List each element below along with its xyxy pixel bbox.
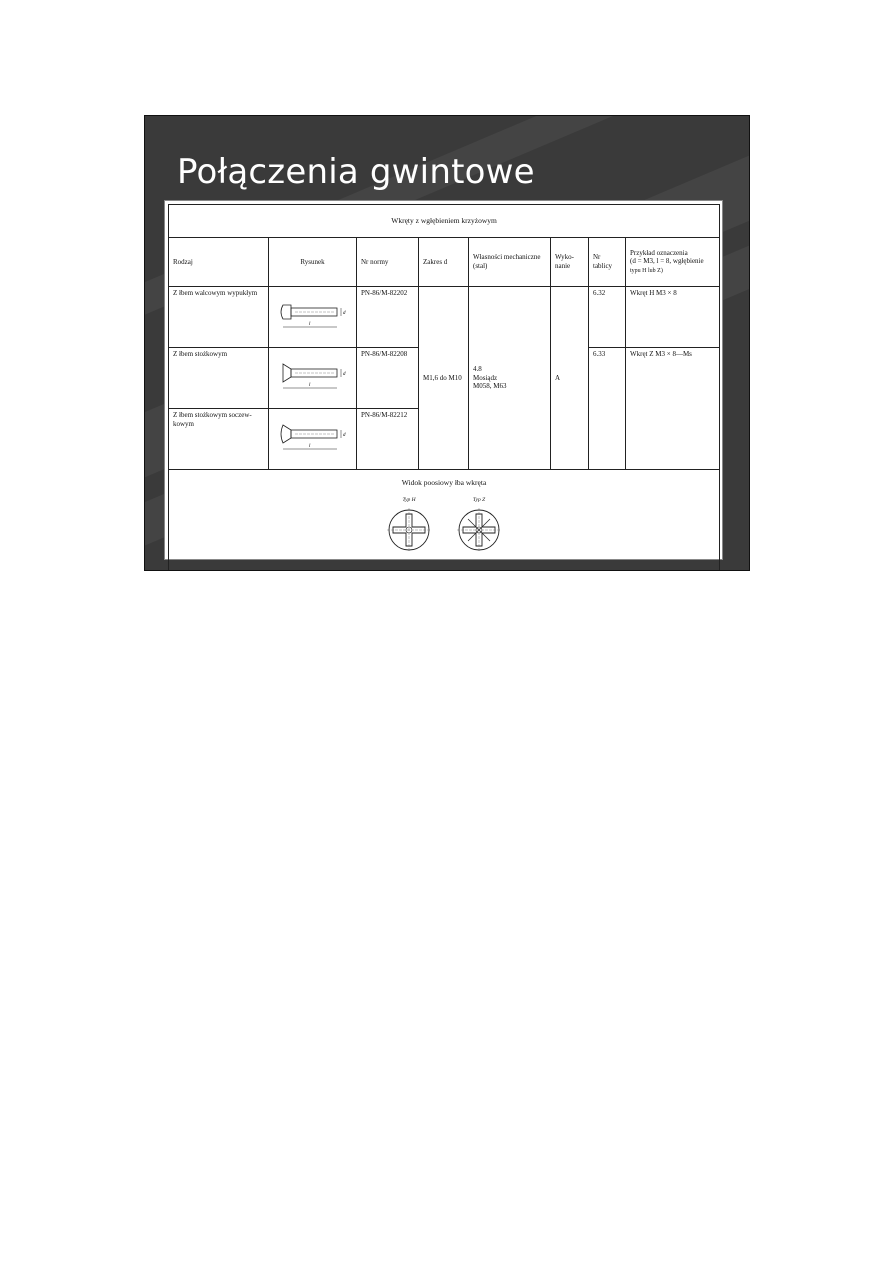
axial-view-cell <box>169 470 720 571</box>
header-zakres: Zakres d <box>419 238 469 287</box>
axial-view-label: Widok poosiowy łba wkręta <box>401 478 487 487</box>
wykonanie-value: A <box>551 287 589 470</box>
row-drawing <box>269 287 357 348</box>
row-nr-tablicy: 6.32 <box>589 287 626 348</box>
row-rodzaj: Z łbem walcowym wypukłym <box>169 287 269 348</box>
row-rodzaj: Z łbem stożkowym <box>169 348 269 409</box>
slide <box>144 115 750 571</box>
table-caption: Wkręty z wgłębieniem krzyżowym <box>169 205 720 238</box>
countersunk-screw-drawing-icon <box>277 358 349 394</box>
svg-text:l: l <box>308 444 310 449</box>
scanned-table-image <box>164 200 723 560</box>
svg-text:l: l <box>308 322 310 327</box>
header-nr-normy: Nr normy <box>357 238 419 287</box>
wlasnosci-line1: 4.8 <box>473 364 482 373</box>
zakres-value: M1,6 do M10 <box>419 287 469 470</box>
header-rysunek: Rysunek <box>269 238 357 287</box>
row-przyklad: Wkręt H M3 × 8 <box>626 287 720 348</box>
type-h-view <box>385 497 433 554</box>
header-wlasnosci: Własności mechaniczne (stal) <box>469 238 551 287</box>
svg-text:l: l <box>308 383 310 388</box>
row-drawing <box>269 348 357 409</box>
header-wykonanie: Wyko-nanie <box>551 238 589 287</box>
row-nr-tablicy: 6.33 <box>589 348 626 470</box>
header-przyklad-line3: typu H lub Z) <box>630 268 663 274</box>
row-nr-normy: PN-86/M-82208 <box>357 348 419 409</box>
header-nr-tablicy: Nr tablicy <box>589 238 626 287</box>
cross-recess-z-icon <box>455 506 503 554</box>
raised-countersunk-screw-drawing-icon <box>277 419 349 455</box>
row-drawing <box>269 409 357 470</box>
wlasnosci-line3: M058, M63 <box>473 382 507 391</box>
pan-head-screw-drawing-icon <box>277 297 349 333</box>
header-przyklad-line2: (d = M3, l = 8, wgłębienie <box>630 257 704 266</box>
svg-text:d: d <box>342 311 345 316</box>
svg-text:d: d <box>342 372 345 377</box>
header-przyklad <box>626 238 720 287</box>
screw-spec-table <box>168 204 720 571</box>
header-rodzaj: Rodzaj <box>169 238 269 287</box>
row-nr-normy: PN-86/M-82202 <box>357 287 419 348</box>
cross-recess-h-icon <box>385 506 433 554</box>
type-z-label: Typ Z <box>472 497 486 504</box>
wlasnosci-line2: Mosiądz <box>473 373 498 382</box>
header-przyklad-line1: Przykład oznaczenia <box>630 248 688 257</box>
row-przyklad: Wkręt Z M3 × 8—Ms <box>626 348 720 470</box>
slide-title: Połączenia gwintowe <box>177 152 535 192</box>
axial-views <box>173 497 715 554</box>
type-h-label: Typ H <box>402 497 416 504</box>
row-nr-normy: PN-86/M-82212 <box>357 409 419 470</box>
wlasnosci-value <box>469 287 551 470</box>
row-rodzaj: Z łbem stożkowym soczew-kowym <box>169 409 269 470</box>
svg-text:d: d <box>342 433 345 438</box>
type-z-view <box>455 497 503 554</box>
